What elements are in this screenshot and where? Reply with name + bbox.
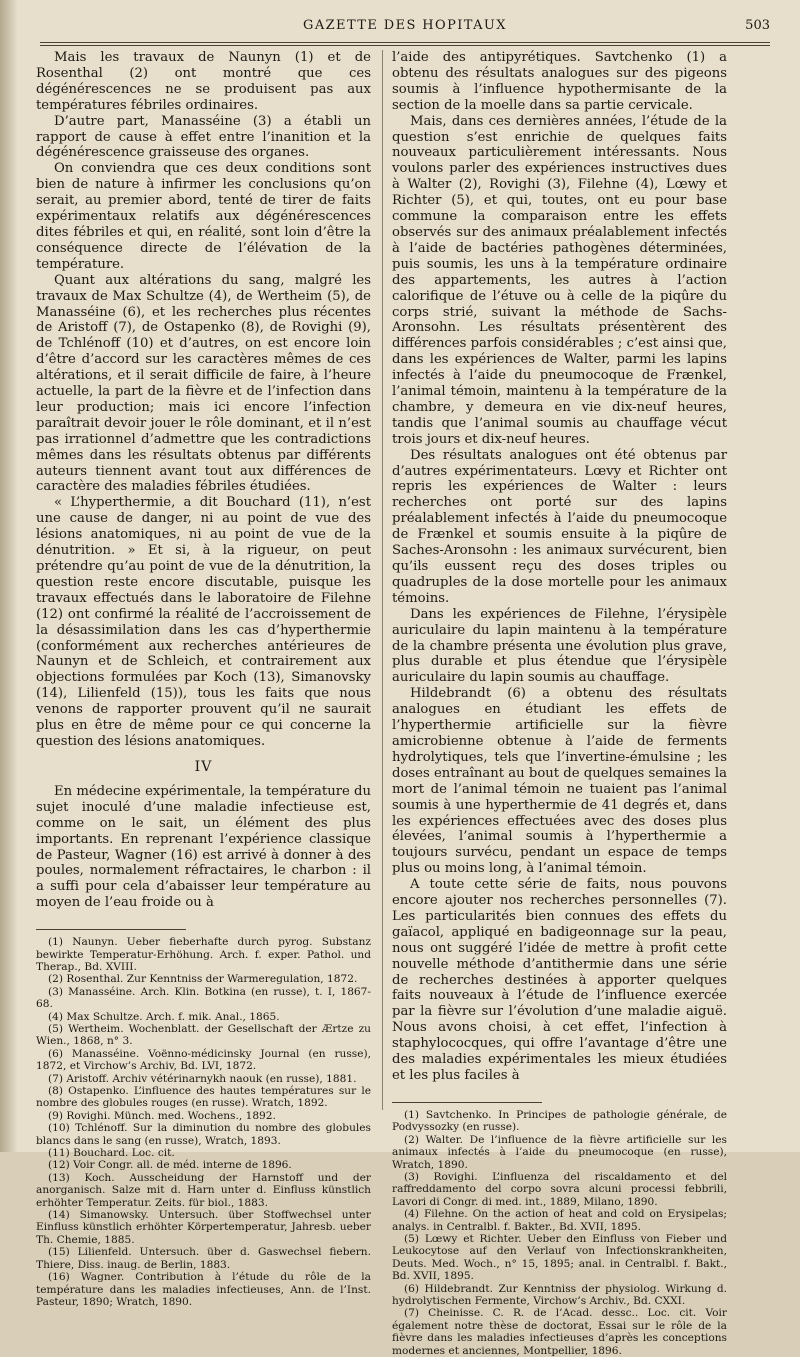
footnote: (9) Rovighi. Münch. med. Wochens., 1892. [48,1109,276,1122]
footnote: (16) Wagner. Contribution à l’étude du rôle de la température dans les maladies infectieuses, Ann. de l’Inst. Pasteur, 1890; Wratch, 1890. [36,1271,371,1308]
right-body-text [392,50,727,1084]
footnote: (5) Wertheim. Wochenblatt. der Gesellschaft der Ærtze zu Wien., 1868, n° 3. [36,1022,371,1048]
journal-title: GAZETTE DES HOPITAUX [303,18,507,33]
footnote: (11) Bouchard. Loc. cit. [48,1147,175,1160]
left-column [36,50,371,1308]
section-heading: IV [194,758,213,775]
paragraph: « L’hyperthermie, a dit Bouchard (11), n’est une cause de danger, ni au point de vue des lésions anatomiques, ni au point de vue de la dénutrition. » Et si, à la rigueur, on peut prétendre qu’au point de vue de la dénutrition, la question reste encore discutable, puisque les travaux effectués dans le laboratoire de Filehne (12) ont confirmé la réalité de l’accroissement de la désassimilation dans les cas d’hyperthermie (conformément aux recherches antérieures de Naunyn et de Schleich, et contrairement aux objections formulées par Koch (13), Simanovsky (14), Lilienfeld (15)), tous les faits que nous venons de rapporter prouvent qu’il ne saurait plus en être de même pour ce qui concerne la question des lésions anatomiques. [36,495,371,749]
footnote: (7) Aristoff. Archiv vétérinarnykh naouk (en russe), 1881. [48,1072,357,1085]
footnote: (4) Filehne. On the action of heat and cold on Erysipelas; analys. in Centralbl. f. Bakter., Bd. XVII, 1895. [392,1208,727,1233]
footnote: (3) Rovighi. L’influenza del riscaldamento et del raffreddamento del corpo sovra alcuni processi febbrili, Lavori di Congr. di med. int., 1889, Milano, 1890. [392,1170,727,1208]
paragraph: Dans les expériences de Filehne, l’érysipèle auriculaire du lapin maintenu à la température de la chambre présenta une évolution plus grave, plus durable et plus étendue que l’érysipèle auriculaire du lapin soumis au chauffage. [392,606,727,686]
right-footnotes [392,1109,727,1357]
footnote: (13) Koch. Ausscheidung der Harnstoff und der anorganisch. Salze mit d. Harn unter d. Einfluss künstlich erhöhter Temperatur. Zeits. für biol., 1883. [36,1171,371,1209]
paragraph: l’aide des antipyrétiques. Savtchenko (1) a obtenu des résultats analogues sur des pigeons soumis à l’influence hypothermisante de la section de la moelle dans sa partie cervicale. [392,50,727,113]
page-header [40,6,770,42]
column-divider [382,50,383,1110]
footnote: (4) Max Schultze. Arch. f. mik. Anal., 1865. [48,1010,280,1023]
footnote: (1) Savtchenko. In Principes de pathologie générale, de Podvyssozky (en russe). [392,1108,727,1134]
footnote: (1) Naunyn. Ueber fieberhafte durch pyrog. Substanz bewirkte Temperatur-Erhöhung. Arch. f. exper. Pathol. und Therap., Bd. XVIII. [36,936,371,973]
footnote: (2) Rosenthal. Zur Kenntniss der Warmeregulation, 1872. [48,973,358,986]
paragraph: Des résultats analogues ont été obtenus par d’autres expérimentateurs. Lœvy et Richter ont repris les expériences de Walter : leurs recherches ont porté sur des lapins préalablement infectés à l’aide du pneumocoque de Frænkel et soumis ensuite à la piqûre de Saches-Aronsohn : les animaux survécurent, bien qu’ils eussent reçu des doses triples ou quadruples de la dose mortelle pour les animaux témoins. [392,447,727,606]
paragraph: On conviendra que ces deux conditions sont bien de nature à infirmer les conclusions qu’on serait, au premier abord, tenté de tirer de faits expérimentaux relatifs aux dégénérescences dites fébriles et qui, en réalité, sont loin d’être la conséquence directe de l’élévation de la température. [36,161,371,272]
page-binding-shadow [0,0,18,1152]
footnote: (3) Manasséine. Arch. Klin. Botkina (en russe), t. I, 1867-68. [36,985,371,1011]
footnote: (5) Lœwy et Richter. Ueber den Einfluss von Fieber und Leukocytose auf den Verlauf von Infectionskrankheiten, Deuts. Med. Woch., n° 15, 1895; anal. in Centralbl. f. Bakt., Bd. XVII, 1895. [392,1232,727,1283]
footnote: (10) Tchlénoff. Sur la diminution du nombre des globules blancs dans le sang (en russe), Wratch, 1893. [36,1122,371,1147]
footnote: (8) Ostapenko. L’influence des hautes températures sur le nombre des globules rouges (en russe). Wratch, 1892. [36,1085,371,1110]
header-rule [40,42,770,43]
footnote: (6) Manasséine. Voënno-médicinsky Journal (en russe), 1872, et Virchow’s Archiv, Bd. LVI, 1872. [36,1047,371,1073]
paragraph: Quant aux altérations du sang, malgré les travaux de Max Schultze (4), de Wertheim (5), de Manasséine (6), et les recherches plus récentes de Aristoff (7), de Ostapenko (8), de Rovighi (9), de Tchlénoff (10) et d’autres, on est encore loin d’être d’accord sur les caractères mêmes de ces altérations, et il serait difficile de faire, à l’heure actuelle, la part de la fièvre et de l’infection dans leur production; mais ici encore l’infection paraîtrait devoir jouer le rôle dominant, et il n’est pas irrationnel d’admettre que les contradictions mêmes dans les résultats obtenus par différents auteurs tiennent avant tout aux différences de caractère des maladies fébriles étudiées. [36,272,371,495]
paragraph: D’autre part, Manasséine (3) a établi un rapport de cause à effet entre l’inanition et la dégénérescence graisseuse des organes. [36,113,371,161]
paragraph: Mais, dans ces dernières années, l’étude de la question s’est enrichie de quelques faits nouveaux particulièrement intéressants. Nous voulons parler des expériences instructives dues à Walter (2), Rovighi (3), Filehne (4), Lœwy et Richter (5), et qui, toutes, ont eu pour base commune la comparaison entre les effets observés sur des animaux préalablement infectés à l’aide de bactéries pathogènes déterminées, puis soumis, les uns à la température ordinaire des appartements, les autres à l’action calorifique de l’étuve ou à celle de la piqûre du corps strié, suivant la méthode de Sachs-Aronsohn. Les résultats présentèrent des différences parfois considérables ; c’est ainsi que, dans les expériences de Walter, parmi les lapins infectés à l’aide du pneumocoque de Frænkel, l’animal témoin, maintenu à la température de la chambre, y demeura en vie dix-neuf heures, tandis que l’animal soumis au chauffage vécut trois jours et dix-neuf heures. [392,113,727,447]
footnote-rule [392,1102,542,1103]
footnote: (6) Hildebrandt. Zur Kenntniss der physiolog. Wirkung d. hydrolytischen Fermente, Virchow’s Archiv., Bd. CXXI. [392,1282,727,1307]
page-number: 503 [745,18,770,33]
left-footnotes [36,936,371,1308]
paragraph: En médecine expérimentale, la température du sujet inoculé d’une maladie infectieuse est, comme on le sait, un élément des plus importants. En reprenant l’expérience classique de Pasteur, Wagner (16) est arrivé à donner à des poules, normalement réfractaires, le charbon : il a suffi pour cela d’abaisser leur température au moyen de l’eau froide ou à [36,783,371,911]
footnote-rule [36,929,186,930]
footnote: (2) Walter. De l’influence de la fièvre artificielle sur les animaux infectés à l’aide du pneumocoque (en russe), Wratch, 1890. [392,1133,727,1171]
footnote: (12) Voir Congr. all. de méd. interne de 1896. [48,1159,292,1172]
right-column [392,50,727,1357]
footnote: (15) Lilienfeld. Untersuch. über d. Gaswechsel fiebern. Thiere, Diss. inaug. de Berlin, 1883. [36,1246,371,1271]
paragraph: Hildebrandt (6) a obtenu des résultats analogues en étudiant les effets de l’hyperthermie artificielle sur la fièvre amicrobienne obtenue à l’aide de ferments hydrolytiques, tels que l’invertine-émulsine ; les doses entraînant au bout de quelques semaines la mort de l’animal témoin ne tuaient pas l’animal soumis à une hyperthermie de 41 degrés et, dans les expériences effectuées avec des doses plus élevées, l’animal soumis à l’hyperthermie a toujours survécu, pendant un espace de temps plus ou moins long, à l’animal témoin. [392,686,727,877]
footnote: (7) Cheinisse. C. R. de l’Acad. dessc.. Loc. cit. Voir également notre thèse de doctorat, Essai sur le rôle de la fièvre dans les maladies infectieuses d’après les conceptions modernes et anciennes, Montpellier, 1896. [392,1307,727,1357]
left-body-text [36,50,371,911]
header-rule-double [40,45,770,46]
paragraph: Mais les travaux de Naunyn (1) et de Rosenthal (2) ont montré que ces dégénérescences ne se produisent pas aux températures fébriles ordinaires. [36,50,371,113]
paragraph: A toute cette série de faits, nous pouvons encore ajouter nos recherches personnelles (7). Les particularités bien connues des effets du gaïacol, appliqué en badigeonnage sur la peau, nous ont suggéré l’idée de mettre à profit cette nouvelle méthode d’antithermie dans une série de recherches destinées à apporter quelques faits nouveaux à l’étude de l’influence exercée par la fièvre sur l’évolution d’une maladie aiguë. Nous avons choisi, à cet effet, l’infection à staphylococques, qui offre l’avantage d’être une des maladies expérimentales les mieux étudiées et les plus faciles à [392,877,727,1083]
footnote: (14) Simanowsky. Untersuch. über Stoffwechsel unter Einfluss künstlich erhöhter Körpertemperatur, Jahresb. ueber Th. Chemie, 1885. [36,1209,371,1246]
